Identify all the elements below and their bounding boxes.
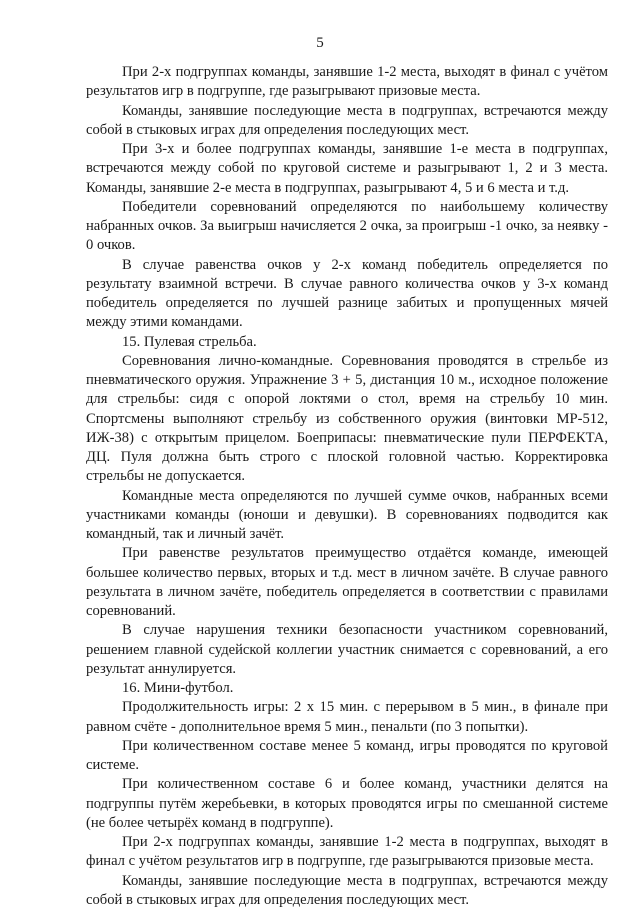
paragraph-round-robin: При количественном составе менее 5 команд, игры проводятся по круговой системе. (86, 737, 608, 776)
paragraph-tie-break: В случае равенства очков у 2-х команд победитель определяется по результату взаимной встречи. В случае равного количества очков у 3-х команд победитель определяется по лучшей разнице забитых и пропущенных мячей между этими командами. (86, 256, 608, 333)
paragraph-football-playoff: Команды, занявшие последующие места в подгруппах, встречаются между собой в стыковых играх для определения последующих мест. (86, 872, 608, 910)
paragraph-finals-two-groups: При 2-х подгруппах команды, занявшие 1-2 места, выходят в финал с учётом результатов игр в подгруппе, где разыгрывают призовые места. (86, 63, 608, 102)
page-number: 5 (0, 34, 640, 52)
document-body (86, 63, 608, 910)
section-heading-mini-football: 16. Мини-футбол. (86, 679, 608, 698)
paragraph-playoff-places: Команды, занявшие последующие места в подгруппах, встречаются между собой в стыковых играх для определения последующих мест. (86, 102, 608, 141)
paragraph-shooting-team-places: Командные места определяются по лучшей сумме очков, набранных всеми участниками команды (юноши и девушки). В соревнованиях подводится как командный, так и личный зачёт. (86, 487, 608, 545)
paragraph-points: Победители соревнований определяются по наибольшему количеству набранных очков. За выигрыш начисляется 2 очка, за проигрыш -1 очко, за неявку - 0 очков. (86, 198, 608, 256)
section-heading-shooting: 15. Пулевая стрельба. (86, 333, 608, 352)
paragraph-game-duration: Продолжительность игры: 2 х 15 мин. с перерывом в 5 мин., в финале при равном счёте - дополнительное время 5 мин., пенальти (по 3 попытки). (86, 698, 608, 737)
paragraph-three-groups: При 3-х и более подгруппах команды, занявшие 1-е места в подгруппах, встречаются между собой по круговой системе и разыгрывают 1, 2 и 3 места. Команды, занявшие 2-е места в подгруппах, разыгрывают 4, 5 и 6 места и т.д. (86, 140, 608, 198)
paragraph-safety-violation: В случае нарушения техники безопасности участником соревнований, решением главной судейской коллегии участник снимается с соревнований, а его результат аннулируется. (86, 621, 608, 679)
paragraph-subgroups-draw: При количественном составе 6 и более команд, участники делятся на подгруппы путём жеребьевки, в которых проводятся игры по смешанной системе (не более четырёх команд в подгруппе). (86, 775, 608, 833)
paragraph-shooting-rules: Соревнования лично-командные. Соревнования проводятся в стрельбе из пневматического оружия. Упражнение 3 + 5, дистанция 10 м., исходное положение для стрельбы: сидя с опорой локтями о стол, время на стрельбу 10 мин. Спортсмены выполняют стрельбу из собственного оружия (винтовки МР-512, ИЖ-38) с открытым прицелом. Боеприпасы: пневматические пули ПЕРФЕКТА, ДЦ. Пуля должна быть строго с плоской головной частью. Корректировка стрельбы не допускается. (86, 352, 608, 487)
paragraph-football-finals: При 2-х подгруппах команды, занявшие 1-2 места в подгруппах, выходят в финал с учётом результатов игр в подгруппе, где разыгрываются призовые места. (86, 833, 608, 872)
paragraph-shooting-tie: При равенстве результатов преимущество отдаётся команде, имеющей большее количество первых, вторых и т.д. мест в личном зачёте. В случае равного результата в личном зачёте, победитель определяется в соответствии с правилами соревнований. (86, 544, 608, 621)
